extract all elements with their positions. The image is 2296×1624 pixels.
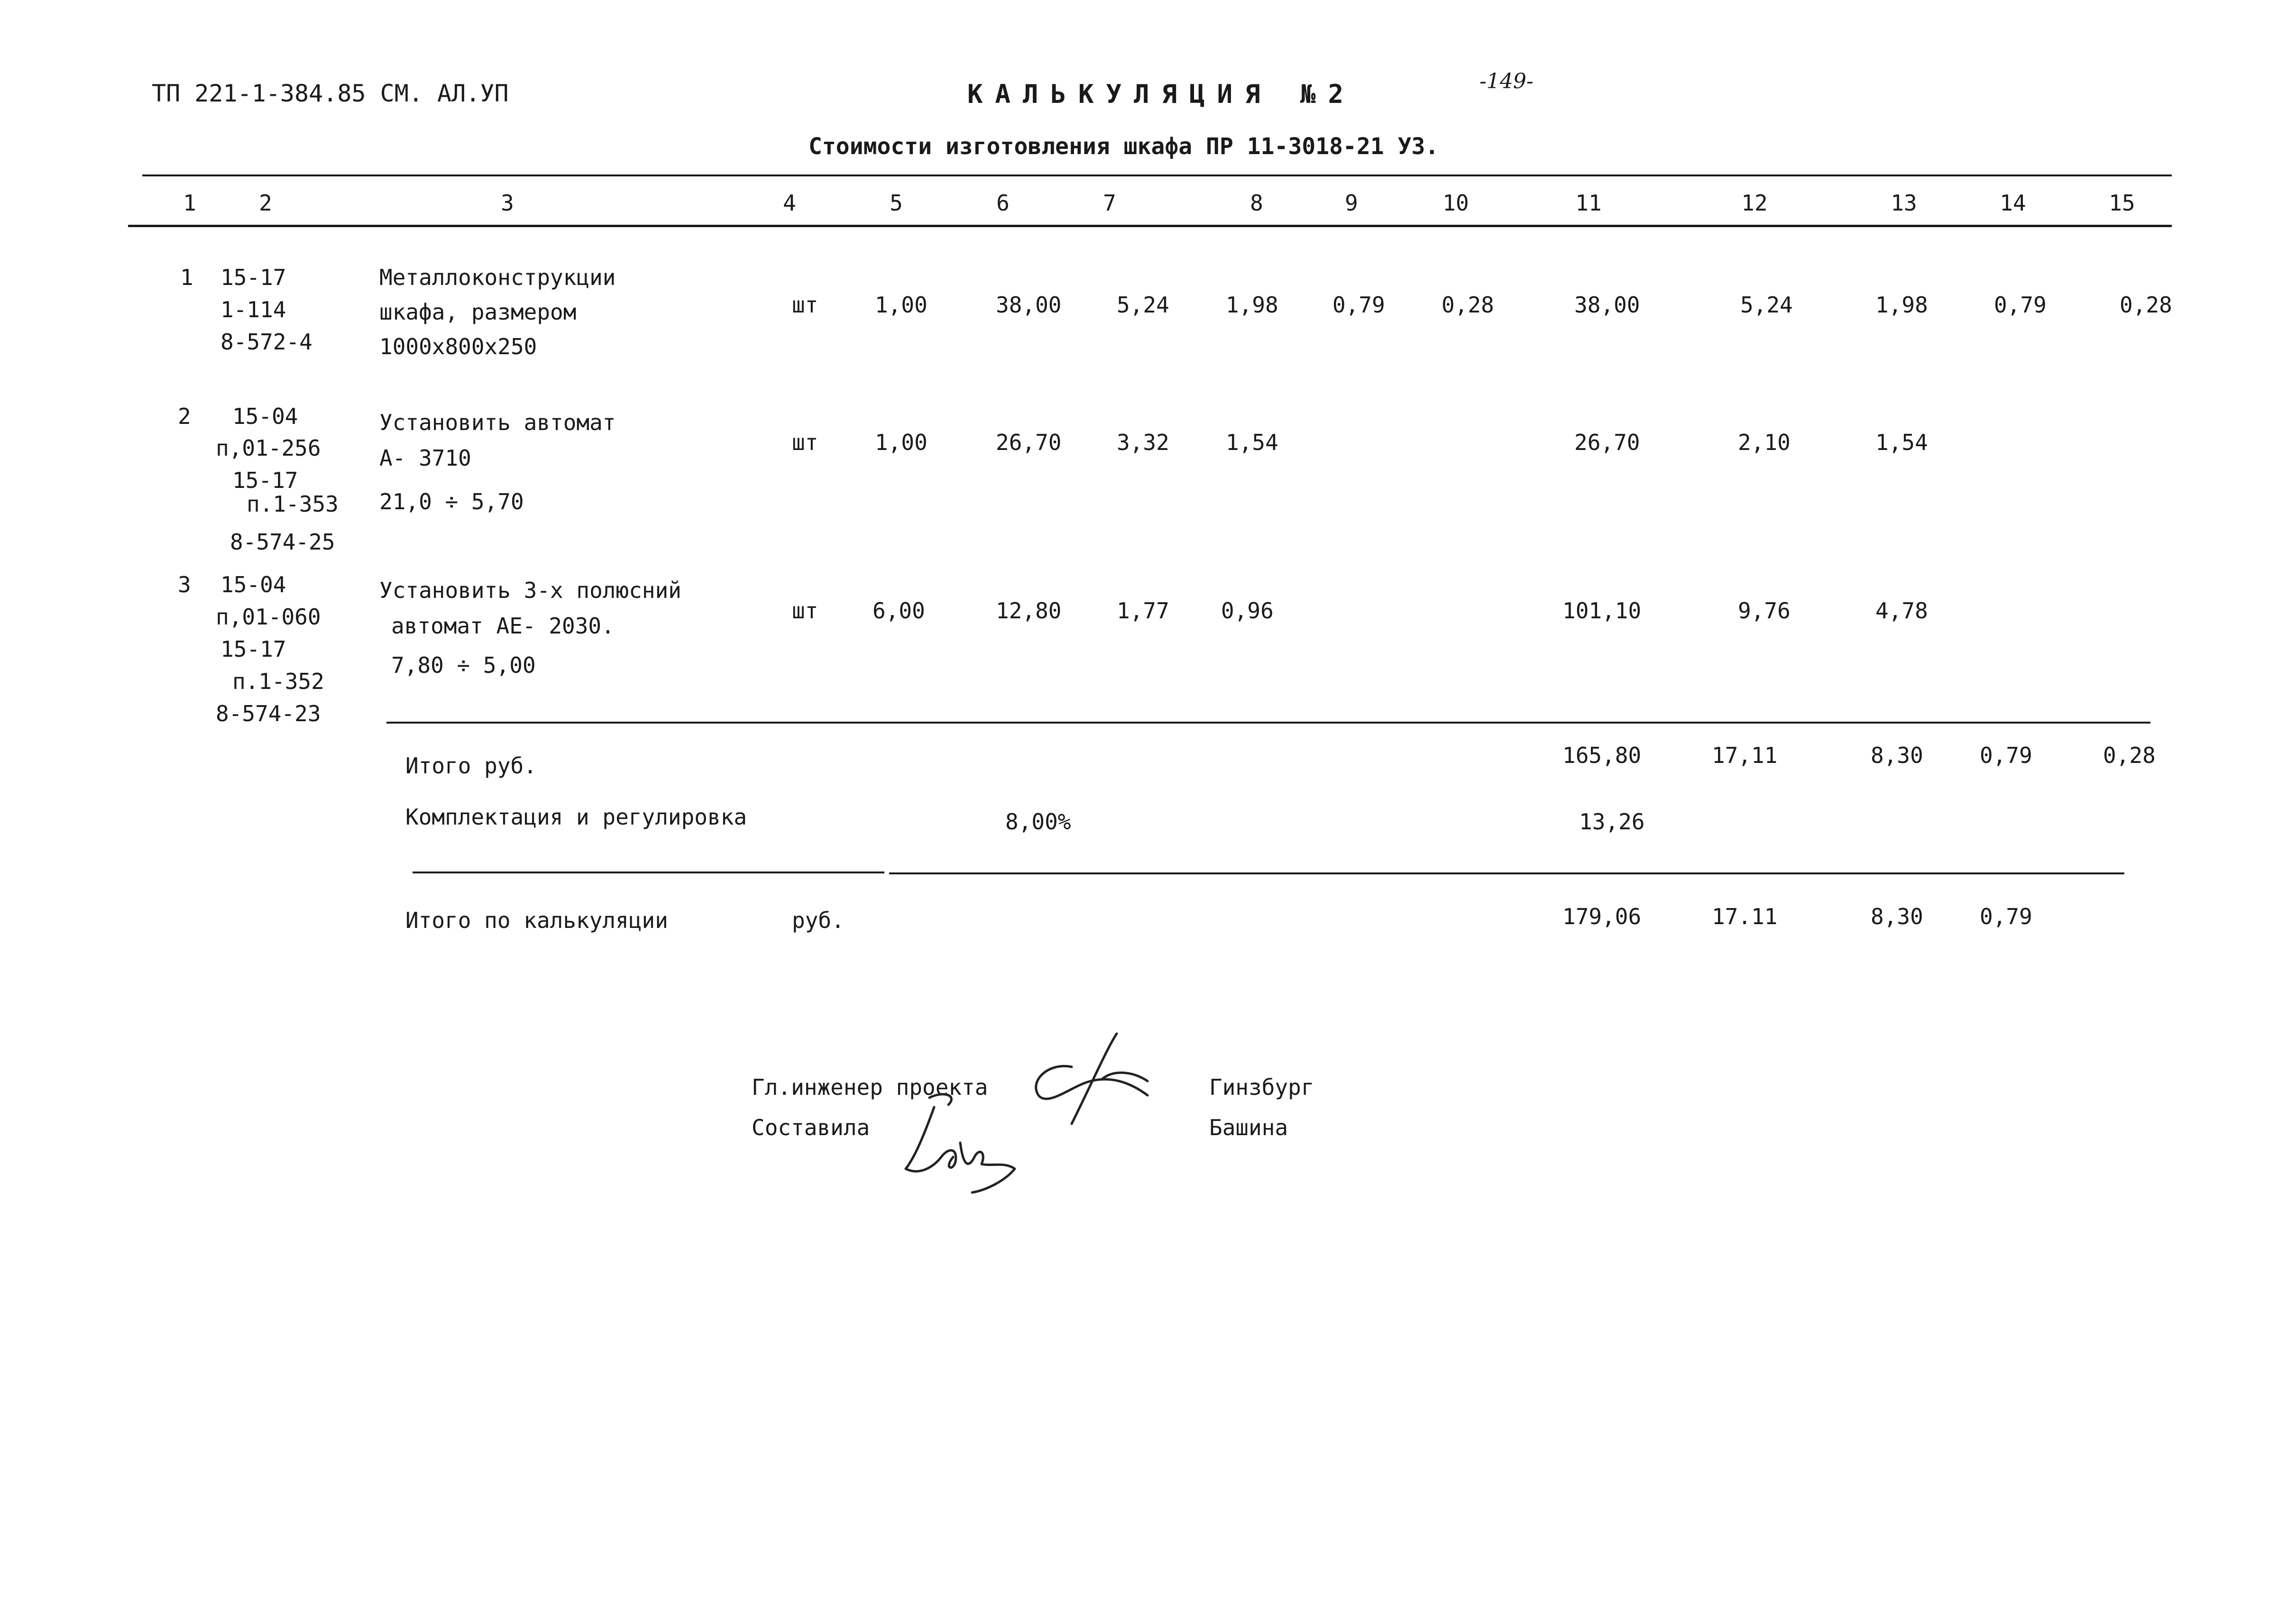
- grand-rule-right: [889, 872, 2124, 874]
- row-code: 15-04: [232, 404, 298, 429]
- assembly-value: 13,26: [1579, 809, 1645, 835]
- subtotal-label: Итого руб.: [405, 753, 537, 779]
- row-number: 3: [178, 572, 191, 597]
- row-col11: 38,00: [1574, 292, 1640, 318]
- row-code: п.1-353: [247, 491, 339, 517]
- row-description: 7,80 ÷ 5,00: [391, 652, 536, 678]
- chief-engineer-signature-icon: [1019, 1029, 1162, 1138]
- column-header-13: 13: [1891, 190, 1917, 216]
- row-description: Установить 3-х полюсний: [379, 578, 681, 603]
- grand-total-unit: руб.: [792, 908, 845, 933]
- table-top-rule: [142, 174, 2172, 176]
- row-quantity: 6,00: [872, 598, 925, 624]
- subtotal-col11: 165,80: [1562, 743, 1642, 768]
- row-code: 8-572-4: [220, 329, 312, 355]
- chief-engineer-role: Гл.инженер проекта: [752, 1074, 988, 1100]
- row-col8: 0,96: [1221, 598, 1274, 624]
- column-header-9: 9: [1345, 190, 1358, 216]
- compiler-signature-icon: [896, 1086, 1034, 1195]
- column-header-6: 6: [996, 190, 1010, 216]
- row-code: п,01-256: [216, 435, 321, 461]
- column-header-7: 7: [1103, 190, 1116, 216]
- row-col11: 101,10: [1562, 598, 1642, 624]
- subtotal-col15: 0,28: [2103, 743, 2156, 768]
- row-quantity: 1,00: [875, 292, 928, 318]
- compiler-role: Составила: [752, 1115, 870, 1140]
- row-col9: 0,79: [1332, 292, 1385, 318]
- row-description: 21,0 ÷ 5,70: [379, 489, 524, 514]
- column-header-8: 8: [1250, 190, 1263, 216]
- column-header-11: 11: [1575, 190, 1602, 216]
- column-header-5: 5: [890, 190, 903, 216]
- row-unit: шт: [792, 430, 818, 455]
- row-code: 15-17: [232, 468, 298, 493]
- column-header-2: 2: [259, 190, 272, 216]
- page-number: -149-: [1479, 69, 1534, 93]
- assembly-percent: 8,00%: [1005, 809, 1071, 835]
- chief-engineer-name: Гинзбург: [1209, 1074, 1314, 1100]
- row-number: 1: [180, 265, 193, 290]
- row-unit: шт: [792, 598, 818, 624]
- row-col12: 2,10: [1738, 430, 1791, 455]
- row-quantity: 1,00: [875, 430, 928, 455]
- document-code: ТП 221-1-384.85 СМ. АЛ.УП: [152, 80, 509, 107]
- row-code: 1-114: [220, 297, 286, 322]
- grand-col11: 179,06: [1562, 904, 1642, 929]
- row-col13: 4,78: [1875, 598, 1928, 624]
- subtotal-col14: 0,79: [1980, 743, 2032, 768]
- grand-col12: 17.11: [1712, 904, 1778, 929]
- row-code: 8-574-25: [230, 529, 335, 555]
- row-code: п.1-352: [232, 669, 324, 694]
- subtotal-col13: 8,30: [1871, 743, 1923, 768]
- row-code: 15-04: [220, 572, 286, 597]
- row-description: автомат АЕ- 2030.: [391, 613, 615, 639]
- row-col7: 1,77: [1117, 598, 1169, 624]
- document-title: КАЛЬКУЛЯЦИЯ №2: [967, 79, 1356, 109]
- assembly-label: Комплектация и регулировка: [405, 804, 747, 830]
- row-col8: 1,98: [1226, 292, 1278, 318]
- row-code: п,01-060: [216, 604, 321, 630]
- row-code: 15-17: [220, 636, 286, 662]
- row-col15: 0,28: [2120, 292, 2172, 318]
- row-number: 2: [178, 404, 191, 429]
- compiler-name: Башина: [1209, 1115, 1288, 1140]
- grand-rule-left: [413, 872, 884, 873]
- row-col8: 1,54: [1226, 430, 1278, 455]
- row-col10: 0,28: [1442, 292, 1494, 318]
- row-col11: 26,70: [1574, 430, 1640, 455]
- column-header-1: 1: [183, 190, 196, 216]
- row-col14: 0,79: [1994, 292, 2047, 318]
- grand-total-label: Итого по калькуляции: [405, 908, 668, 933]
- row-unit: шт: [792, 292, 818, 318]
- row-description: Металлоконструкции: [379, 265, 616, 290]
- column-header-10: 10: [1442, 190, 1469, 216]
- row-col6: 26,70: [996, 430, 1062, 455]
- row-col12: 5,24: [1740, 292, 1793, 318]
- row-description: А- 3710: [379, 445, 471, 471]
- column-header-4: 4: [783, 190, 796, 216]
- row-col12: 9,76: [1738, 598, 1791, 624]
- row-col13: 1,54: [1875, 430, 1928, 455]
- row-description: Установить автомат: [379, 410, 616, 435]
- row-col7: 5,24: [1117, 292, 1169, 318]
- column-header-12: 12: [1741, 190, 1768, 216]
- table-header-rule: [128, 225, 2172, 227]
- row-description: 1000х800х250: [379, 334, 537, 359]
- column-header-3: 3: [501, 190, 514, 216]
- column-header-14: 14: [2000, 190, 2026, 216]
- grand-col13: 8,30: [1871, 904, 1923, 929]
- row-code: 8-574-23: [216, 701, 321, 726]
- grand-col14: 0,79: [1980, 904, 2032, 929]
- document-subtitle: Стоимости изготовления шкафа ПР 11-3018-21 УЗ.: [808, 133, 1439, 160]
- subtotal-col12: 17,11: [1712, 743, 1778, 768]
- row-col13: 1,98: [1875, 292, 1928, 318]
- totals-rule: [386, 722, 2150, 724]
- row-col7: 3,32: [1117, 430, 1169, 455]
- row-col6: 38,00: [996, 292, 1062, 318]
- column-header-15: 15: [2109, 190, 2135, 216]
- row-code: 15-17: [220, 265, 286, 290]
- row-col6: 12,80: [996, 598, 1062, 624]
- row-description: шкафа, размером: [379, 299, 577, 325]
